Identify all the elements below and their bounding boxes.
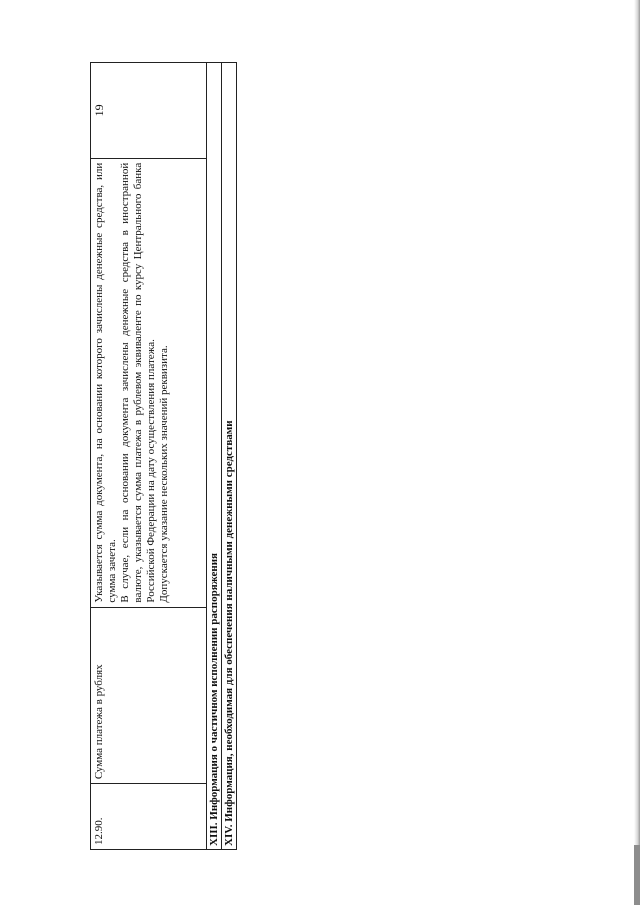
rotated-page-content (90, 62, 240, 850)
requisites-table (90, 62, 240, 850)
description-paragraph-1: Указывается сумма документа, на основании которого зачислены денежные средства, или сумма зачета. (93, 162, 118, 603)
description-paragraph-2: В случае, если на основании документа зачислены денежные средства в иностранной валюте, указывается сумма платежа в рублевом эквиваленте по курсу Центрального банка Российской Федерации на дату осуществления платежа. (119, 162, 157, 603)
scan-edge-dark (634, 845, 640, 905)
section-heading-xiii: XIII. Информация о частичном исполнении распоряжения (206, 62, 222, 850)
row-number: 12.90. (91, 783, 206, 849)
requisite-name: Сумма платежа в рублях (91, 607, 206, 784)
table-row (90, 62, 207, 850)
scan-edge-shadow (634, 0, 640, 905)
description-paragraph-3: Допускается указание нескольких значений реквизита. (158, 345, 170, 603)
requisite-description (91, 158, 206, 607)
requisite-code: 19 (92, 104, 106, 117)
section-heading-xiv: XIV. Информация, необходимая для обеспечения наличными денежными средствами (221, 62, 237, 850)
